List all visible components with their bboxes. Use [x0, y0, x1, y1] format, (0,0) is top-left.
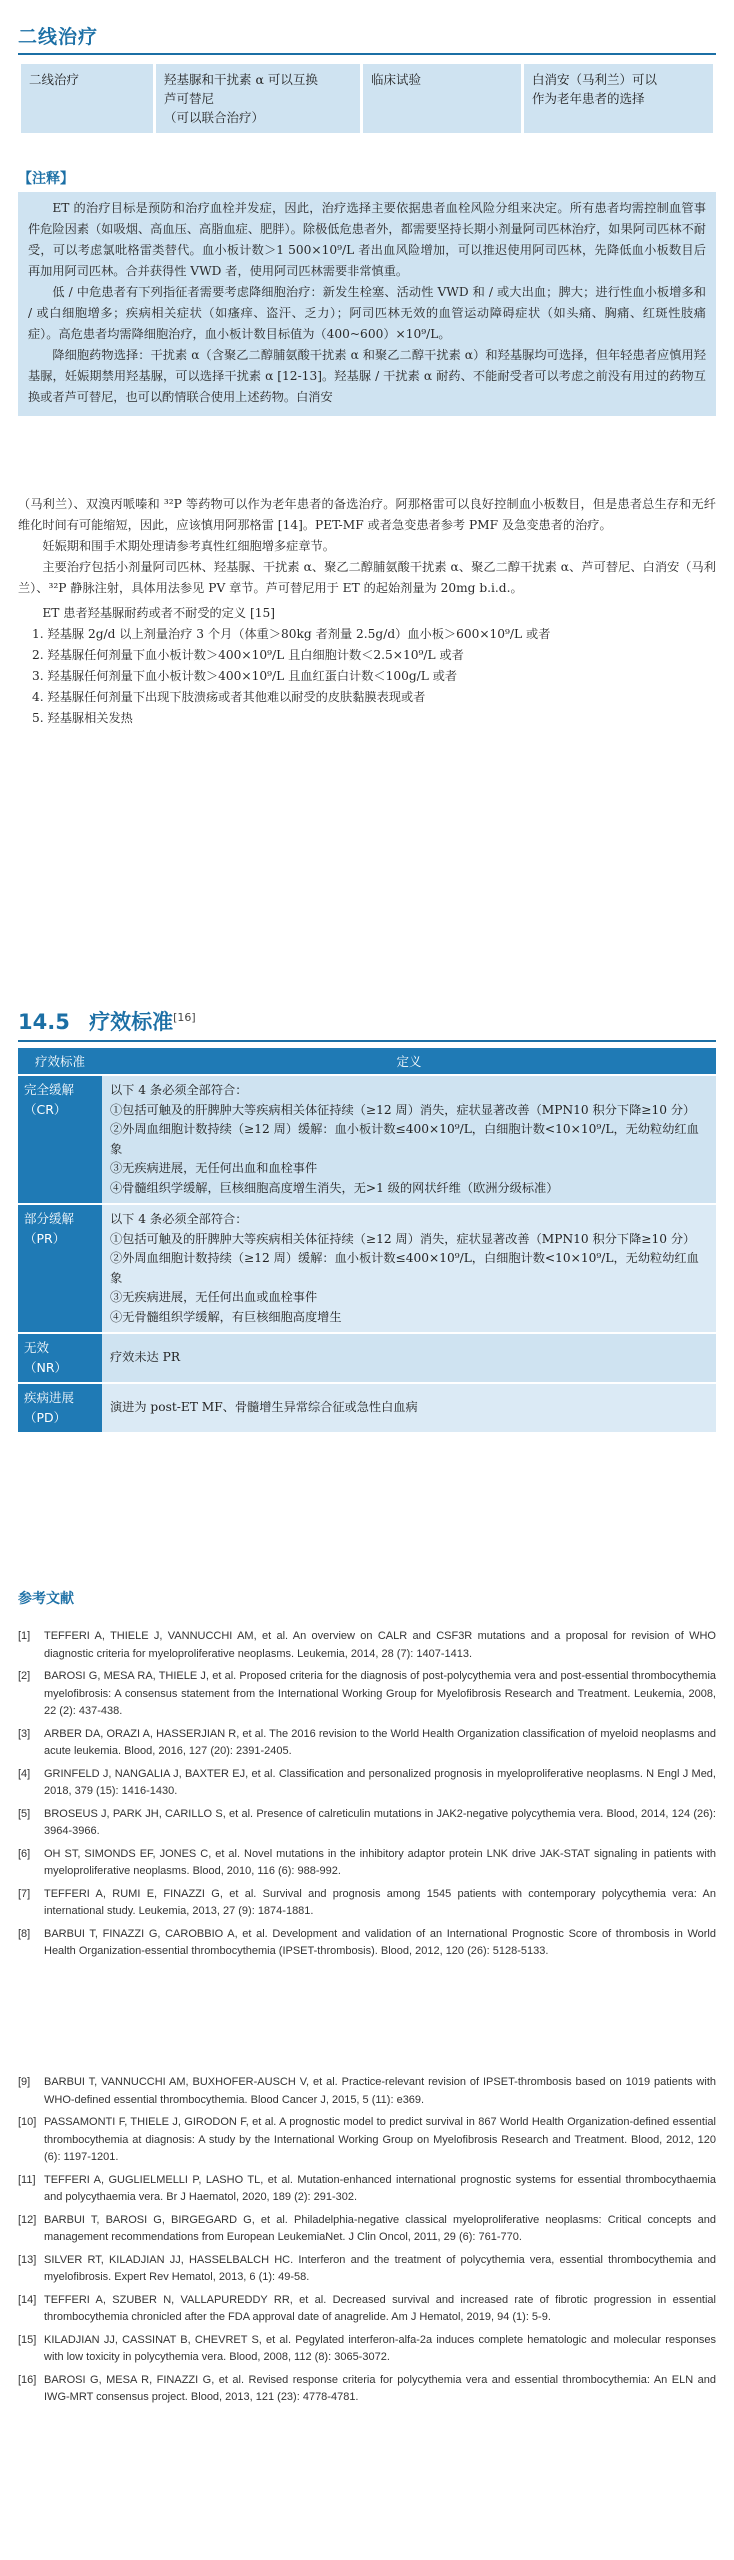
reference-text: BAROSI G, MESA RA, THIELE J, et al. Proposed criteria for the diagnosis of post-polycythemia vera and post-essential thrombocythemia myelofibrosis: A consensus statement from the International Working Group for Myelofibrosis Research and Treatment. Leukemia, 2008, 22 (2): 437-438. [44, 1670, 716, 1717]
reference-number: [16] [18, 2373, 37, 2386]
reference-list [18, 1628, 716, 1961]
second-line-section [18, 22, 716, 136]
reference-text: BARBUI T, FINAZZI G, CAROBBIO A, et al. Development and validation of an International Prognostic Score of thrombosis in World Health Organization-essential thrombocythemia (IPSET-thrombosis). Blood, 2012, 120 (26): 5128-5133. [44, 1927, 716, 1957]
divider [18, 53, 716, 55]
reference-number: [14] [18, 2293, 37, 2306]
body-paragraph: 妊娠期和围手术期处理请参考真性红细胞增多症章节。 [42, 539, 335, 553]
reference-item [18, 1628, 716, 1663]
reference-number: [4] [18, 1767, 31, 1780]
references-heading: 参考文献 [18, 1591, 74, 1607]
body-paragraph: （马利兰）、双溴丙哌嗪和 ³²P 等药物可以作为老年患者的备选治疗。阿那格雷可以良好控制血小板数目，但是患者总生存和无纤维化时间有可能缩短，因此，应该慎用阿那格雷 [14]。PET-MF 或者急变患者参考 PMF 及急变患者的治疗。 [18, 497, 716, 532]
reference-item [18, 1766, 716, 1801]
row-label: 无效 （NR） [18, 1334, 102, 1382]
reference-number: [6] [18, 1847, 31, 1860]
reference-item [18, 1846, 716, 1881]
reference-text: BROSEUS J, PARK JH, CARILLO S, et al. Presence of calreticulin mutations in JAK2-negative polycythemia vera. Blood, 2014, 124 (26): 3964-3966. [44, 1807, 716, 1837]
row-definition [102, 1076, 716, 1203]
reference-item [18, 1726, 716, 1761]
reference-item [18, 2292, 716, 2327]
note-box [18, 192, 716, 416]
divider [18, 1040, 716, 1042]
reference-item [18, 2332, 716, 2367]
reference-item [18, 1886, 716, 1921]
efficacy-table [18, 1046, 716, 1434]
row-label: 完全缓解 （CR） [18, 1076, 102, 1203]
body-paragraph: 主要治疗包括小剂量阿司匹林、羟基脲、干扰素 α、聚乙二醇脯氨酸干扰素 α、聚乙二醇干扰素 α、芦可替尼、白消安（马利兰）、³²P 静脉注射，具体用法参见 PV 章节。芦可替尼用于 ET 的起始剂量为 20mg b.i.d.。 [18, 560, 716, 595]
definition-line: 疗效未达 PR [110, 1350, 181, 1365]
reference-number: [8] [18, 1927, 31, 1940]
reference-number: [9] [18, 2076, 31, 2088]
table-row [18, 1384, 716, 1432]
list-item: 5. 羟基脲相关发热 [32, 711, 133, 725]
reference-text: TEFFERI A, GUGLIELMELLI P, LASHO TL, et al. Mutation-enhanced international prognostic systems for essential thrombocythaemia and polycythaemia vera. Br J Haematol, 2020, 189 (2): 291-302. [44, 2173, 716, 2203]
reference-item [18, 2172, 716, 2207]
definition-line: 以下 4 条必须全部符合： [110, 1212, 248, 1226]
reference-text: BAROSI G, MESA R, FINAZZI G, et al. Revised response criteria for polycythemia vera and essential thrombocythemia: An ELN and IWG-MRT consensus project. Blood, 2013, 121 (23): 4778-4781. [44, 2373, 716, 2403]
row-label: 疾病进展 （PD） [18, 1384, 102, 1432]
reference-text: TEFFERI A, SZUBER N, VALLAPUREDDY RR, et al. Decreased survival and increased rate of fibrotic progression in essential thrombocythemia chronicled after the FDA approval date of anagrelide. Am J Hematol, 2019, 94 (1): 5-9. [44, 2293, 716, 2323]
reference-text: ARBER DA, ORAZI A, HASSERJIAN R, et al. The 2016 revision to the World Health Organization classification of myeloid neoplasms and acute leukemia. Blood, 2016, 127 (20): 2391-2405. [44, 1727, 716, 1757]
definition-line: ③无疾病进展，无任何出血或血栓事件 [110, 1290, 318, 1304]
table-row [18, 1076, 716, 1203]
reference-text: BARBUI T, VANNUCCHI AM, BUXHOFER-AUSCH V, et al. Practice-relevant revision of IPSET-thrombosis based on 1019 patients with WHO-defined essential thrombocythemia. Blood Cancer J, 2015, 5 (11): e369. [44, 2076, 716, 2106]
list-item: 4. 羟基脲任何剂量下出现下肢溃疡或者其他难以耐受的皮肤黏膜表现或者 [32, 690, 426, 704]
reference-number: [10] [18, 2116, 37, 2128]
reference-item [18, 2074, 716, 2109]
reference-list [18, 2074, 716, 2407]
table-row [18, 1205, 716, 1332]
column-header: 定义 [102, 1048, 716, 1074]
row-label: 部分缓解 （PR） [18, 1205, 102, 1332]
efficacy-section [18, 1006, 716, 1434]
criteria-heading: ET 患者羟基脲耐药或者不耐受的定义 [15] [42, 606, 275, 620]
reference-number: [1] [18, 1630, 31, 1642]
continued-section [18, 494, 716, 729]
reference-item [18, 1668, 716, 1721]
note-section [18, 168, 716, 416]
list-item: 1. 羟基脲 2g/d 以上剂量治疗 3 个月（体重＞80kg 者剂量 2.5g/d）血小板＞600×10⁹/L 或者 [32, 627, 551, 641]
table-cell: 二线治疗 [21, 64, 153, 133]
second-line-table [18, 61, 716, 136]
references-section-continued [18, 2074, 716, 2412]
reference-text: OH ST, SIMONDS EF, JONES C, et al. Novel mutations in the inhibitory adaptor protein LNK drive JAK-STAT signaling in patients with myeloproliferative neoplasms. Blood, 2010, 116 (6): 988-992. [44, 1847, 716, 1877]
reference-item [18, 2252, 716, 2287]
reference-number: [11] [18, 2173, 36, 2186]
criteria-list [18, 624, 716, 729]
definition-line: ①包括可触及的肝脾肿大等疾病相关体征持续（≥12 周）消失，症状显著改善（MPN10 积分下降≥10 分） [110, 1231, 696, 1246]
row-definition [102, 1205, 716, 1332]
definition-line: 以下 4 条必须全部符合： [110, 1083, 248, 1097]
section-title-text: 疗效标准 [89, 1010, 174, 1034]
reference-number: [3] [18, 1727, 31, 1740]
reference-item [18, 1806, 716, 1841]
reference-number: [12] [18, 2213, 37, 2226]
row-definition [102, 1334, 716, 1382]
note-paragraph: 低 / 中危患者有下列指征者需要考虑降细胞治疗：新发生栓塞、活动性 VWD 和 / 或大出血；脾大；进行性血小板增多和 / 或白细胞增多；疾病相关症状（如瘙痒、盗汗、乏力）；阿司匹林无效的血管运动障碍症状（如头痛、胸痛、红斑性肢痛症）。高危患者均需降细胞治疗，血小板计数目标值为（400~600）×10⁹/L。 [28, 285, 706, 341]
note-paragraph: ET 的治疗目标是预防和治疗血栓并发症，因此，治疗选择主要依据患者血栓风险分组来决定。所有患者均需控制血管事件危险因素（如吸烟、高血压、高脂血症、肥胖）。除极低危患者外，都需要坚持长期小剂量阿司匹林治疗，如果阿司匹林不耐受，可以考虑氯吡格雷类替代。血小板计数＞1 500×10⁹/L 者出血风险增加，可以推迟使用阿司匹林，先降低血小板数目后再加用阿司匹林。合并获得性 VWD 者，使用阿司匹林需要非常慎重。 [28, 201, 706, 278]
list-item: 2. 羟基脲任何剂量下血小板计数＞400×10⁹/L 且白细胞计数＜2.5×10⁹/L 或者 [32, 648, 464, 662]
row-definition [102, 1384, 716, 1432]
table-cell: 白消安（马利兰）可以 作为老年患者的选择 [524, 64, 713, 133]
reference-item [18, 2212, 716, 2247]
definition-line: ④无骨髓组织学缓解，有巨核细胞高度增生 [110, 1309, 342, 1324]
table-cell: 羟基脲和干扰素 α 可以互换 芦可替尼 （可以联合治疗） [156, 64, 360, 133]
references-section [18, 1588, 716, 1966]
table-row [18, 1334, 716, 1382]
section-number: 14.5 [18, 1010, 70, 1034]
note-paragraph: 降细胞药物选择：干扰素 α（含聚乙二醇脯氨酸干扰素 α 和聚乙二醇干扰素 α）和羟基脲均可选择，但年轻患者应慎用羟基脲，妊娠期禁用羟基脲，可以选择干扰素 α [12-13]。羟基脲 / 干扰素 α 耐药、不能耐受者可以考虑之前没有用过的药物互换或者芦可替尼，也可以酌情联合使用上述药物。白消安 [28, 348, 706, 404]
section-title [18, 1006, 716, 1036]
reference-item [18, 1926, 716, 1961]
reference-number: [15] [18, 2333, 37, 2346]
definition-line: ③无疾病进展，无任何出血和血栓事件 [110, 1161, 318, 1175]
reference-text: TEFFERI A, RUMI E, FINAZZI G, et al. Survival and prognosis among 1545 patients with contemporary polycythemia vera: An international study. Leukemia, 2013, 27 (9): 1874-1881. [44, 1887, 716, 1917]
reference-number: [7] [18, 1887, 31, 1900]
reference-text: PASSAMONTI F, THIELE J, GIRODON F, et al. A prognostic model to predict survival in 867 World Health Organization-defined essential thrombocythemia at diagnosis: A study by the International Working Group on Myelofibrosis Research and Treatment. Blood, 2012, 120 (6): 1197-1201. [44, 2116, 716, 2163]
section-ref: [16] [173, 1011, 196, 1024]
table-cell: 临床试验 [363, 64, 521, 133]
column-header: 疗效标准 [18, 1048, 102, 1074]
reference-text: KILADJIAN JJ, CASSINAT B, CHEVRET S, et al. Pegylated interferon-alfa-2a induces complete hematologic and molecular responses with low toxicity in polycythemia vera. Blood, 2008, 112 (8): 3065-3072. [44, 2333, 716, 2363]
note-heading: 【注释】 [18, 171, 74, 187]
reference-text: TEFFERI A, THIELE J, VANNUCCHI AM, et al. An overview on CALR and CSF3R mutations and a proposal for revision of WHO diagnostic criteria for myeloproliferative neoplasms. Leukemia, 2014, 28 (7): 1407-1413. [44, 1630, 716, 1660]
reference-item [18, 2372, 716, 2407]
reference-item [18, 2114, 716, 2167]
reference-number: [2] [18, 1670, 31, 1682]
reference-number: [5] [18, 1807, 31, 1820]
definition-line: 演进为 post-ET MF、骨髓增生异常综合征或急性白血病 [110, 1400, 418, 1415]
reference-text: SILVER RT, KILADJIAN JJ, HASSELBALCH HC. Interferon and the treatment of polycythemia vera, essential thrombocythemia and myelofibrosis. Expert Rev Hematol, 2013, 6 (1): 49-58. [44, 2253, 716, 2283]
reference-text: GRINFELD J, NANGALIA J, BAXTER EJ, et al. Classification and personalized prognosis in myeloproliferative neoplasms. N Engl J Med, 2018, 379 (15): 1416-1430. [44, 1767, 716, 1797]
definition-line: ②外周血细胞计数持续（≥12 周）缓解：血小板计数≤400×10⁹/L，白细胞计数<10×10⁹/L，无幼粒幼红血象 [110, 1251, 699, 1285]
list-item: 3. 羟基脲任何剂量下血小板计数＞400×10⁹/L 且血红蛋白计数＜100g/L 或者 [32, 669, 458, 683]
definition-line: ①包括可触及的肝脾肿大等疾病相关体征持续（≥12 周）消失，症状显著改善（MPN10 积分下降≥10 分） [110, 1102, 696, 1117]
definition-line: ②外周血细胞计数持续（≥12 周）缓解：血小板计数≤400×10⁹/L，白细胞计数<10×10⁹/L，无幼粒幼红血象 [110, 1122, 699, 1156]
section-heading: 二线治疗 [18, 26, 99, 48]
definition-line: ④骨髓组织学缓解，巨核细胞高度增生消失，无>1 级的网状纤维（欧洲分级标准） [110, 1180, 559, 1195]
reference-text: BARBUI T, BAROSI G, BIRGEGARD G, et al. Philadelphia-negative classical myeloproliferative neoplasms: Critical concepts and management recommendations from European LeukemiaNet. J Clin Oncol, 2011, 29 (6): 761-770. [44, 2213, 716, 2243]
reference-number: [13] [18, 2253, 37, 2266]
